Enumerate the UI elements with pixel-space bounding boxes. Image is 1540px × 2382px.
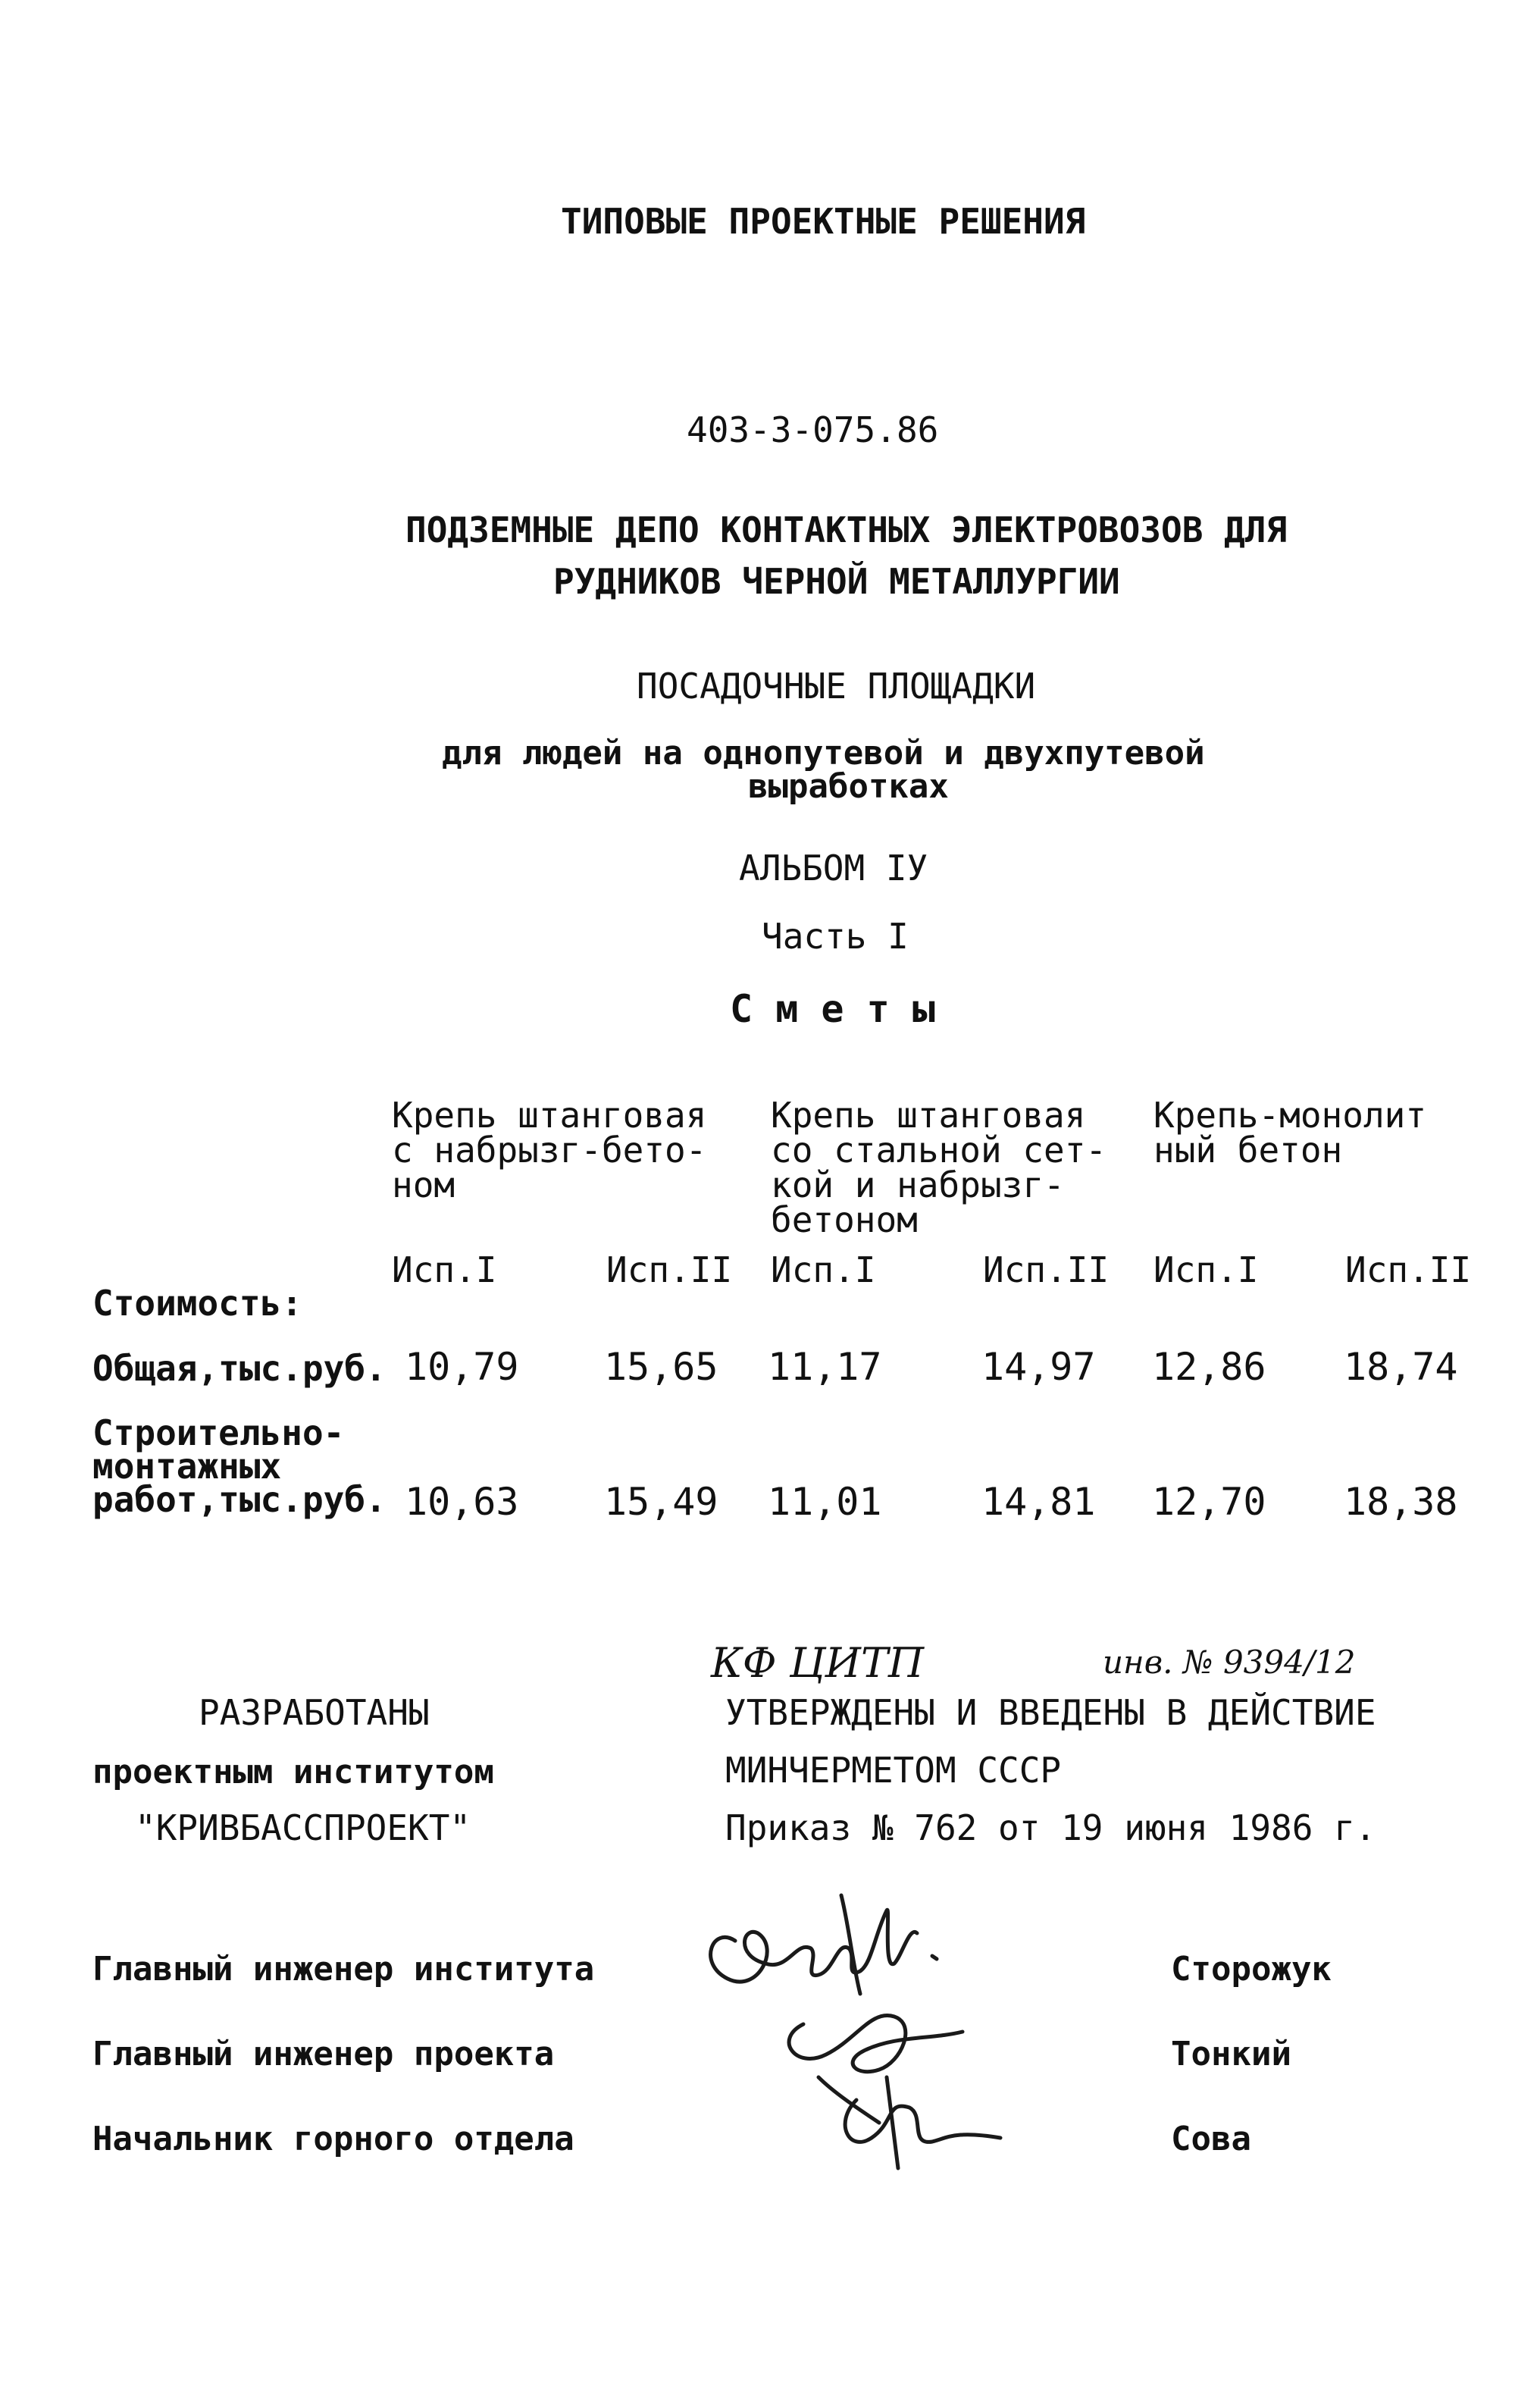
row-label-total: Общая,тыс.руб.: [92, 1348, 387, 1389]
description-line2: выработках: [748, 767, 949, 806]
document-code: 403-3-075.86: [687, 409, 939, 450]
variant-header: Исп.II: [1345, 1249, 1472, 1290]
signatory-name: Тонкий: [1171, 2035, 1291, 2073]
handwritten-inventory-number: инв. № 9394/12: [1103, 1644, 1356, 1681]
approval-line1: УТВЕРЖДЕНЫ И ВВЕДЕНЫ В ДЕЙСТВИЕ: [725, 1692, 1376, 1733]
table-cell: 10,63: [405, 1480, 519, 1524]
document-subtitle: ПОСАДОЧНЫЕ ПЛОЩАДКИ: [637, 666, 1036, 707]
approval-order: Приказ № 762 от 19 июня 1986 г.: [725, 1807, 1376, 1848]
signatory-role: Главный инженер проекта: [92, 2035, 555, 2073]
group-header-monolith-concrete: Крепь-монолит ный бетон: [1153, 1095, 1427, 1171]
variant-header: Исп.I: [771, 1249, 876, 1290]
series-title: ТИПОВЫЕ ПРОЕКТНЫЕ РЕШЕНИЯ: [561, 201, 1086, 242]
signatory-role: Начальник горного отдела: [92, 2120, 574, 2158]
section-label: С м е т ы: [730, 987, 935, 1031]
description-line1: для людей на однопутевой и двухпутевой: [442, 734, 1205, 773]
row-label-construction: Строительно- монтажных работ,тыс.руб.: [92, 1412, 387, 1520]
table-cell: 11,01: [768, 1480, 882, 1524]
variant-header: Исп.I: [392, 1249, 497, 1290]
developer-line2: проектным институтом: [92, 1753, 494, 1791]
group-header-shotcrete: Крепь штанговая с набрызг-бето- ном: [392, 1095, 707, 1205]
developer-heading: РАЗРАБОТАНЫ: [199, 1692, 430, 1733]
table-cell: 11,17: [768, 1345, 882, 1389]
group-header-mesh-shotcrete: Крепь штанговая со стальной сет- кой и набрызг- бетоном: [771, 1095, 1107, 1240]
table-cell: 18,38: [1344, 1480, 1458, 1524]
table-cell: 15,65: [604, 1345, 718, 1389]
table-cell: 12,70: [1152, 1480, 1266, 1524]
document-title-line2: РУДНИКОВ ЧЕРНОЙ МЕТАЛЛУРГИИ: [553, 561, 1120, 602]
variant-header: Исп.II: [606, 1249, 733, 1290]
cost-label: Стоимость:: [92, 1283, 302, 1324]
table-cell: 12,86: [1152, 1345, 1266, 1389]
table-cell: 15,49: [604, 1480, 718, 1524]
part-label: Часть I: [762, 916, 909, 957]
album-label: АЛЬБОМ IУ: [739, 848, 928, 889]
variant-header: Исп.I: [1153, 1249, 1259, 1290]
signatory-name: Сторожук: [1171, 1950, 1332, 1989]
approval-line2: МИНЧЕРМЕТОМ СССР: [725, 1750, 1062, 1791]
developer-institute: "КРИВБАССПРОЕКТ": [135, 1807, 471, 1848]
handwritten-signatures: [682, 1880, 1046, 2183]
table-cell: 14,81: [981, 1480, 1096, 1524]
variant-header: Исп.II: [983, 1249, 1110, 1290]
table-cell: 14,97: [981, 1345, 1096, 1389]
table-cell: 18,74: [1344, 1345, 1458, 1389]
document-title-line1: ПОДЗЕМНЫЕ ДЕПО КОНТАКТНЫХ ЭЛЕКТРОВОЗОВ ДЛЯ: [405, 509, 1288, 550]
signatory-role: Главный инженер института: [92, 1950, 595, 1989]
table-cell: 10,79: [405, 1345, 519, 1389]
signatory-name: Сова: [1171, 2120, 1251, 2158]
handwritten-stamp-left: КФ ЦИТП: [711, 1639, 925, 1687]
